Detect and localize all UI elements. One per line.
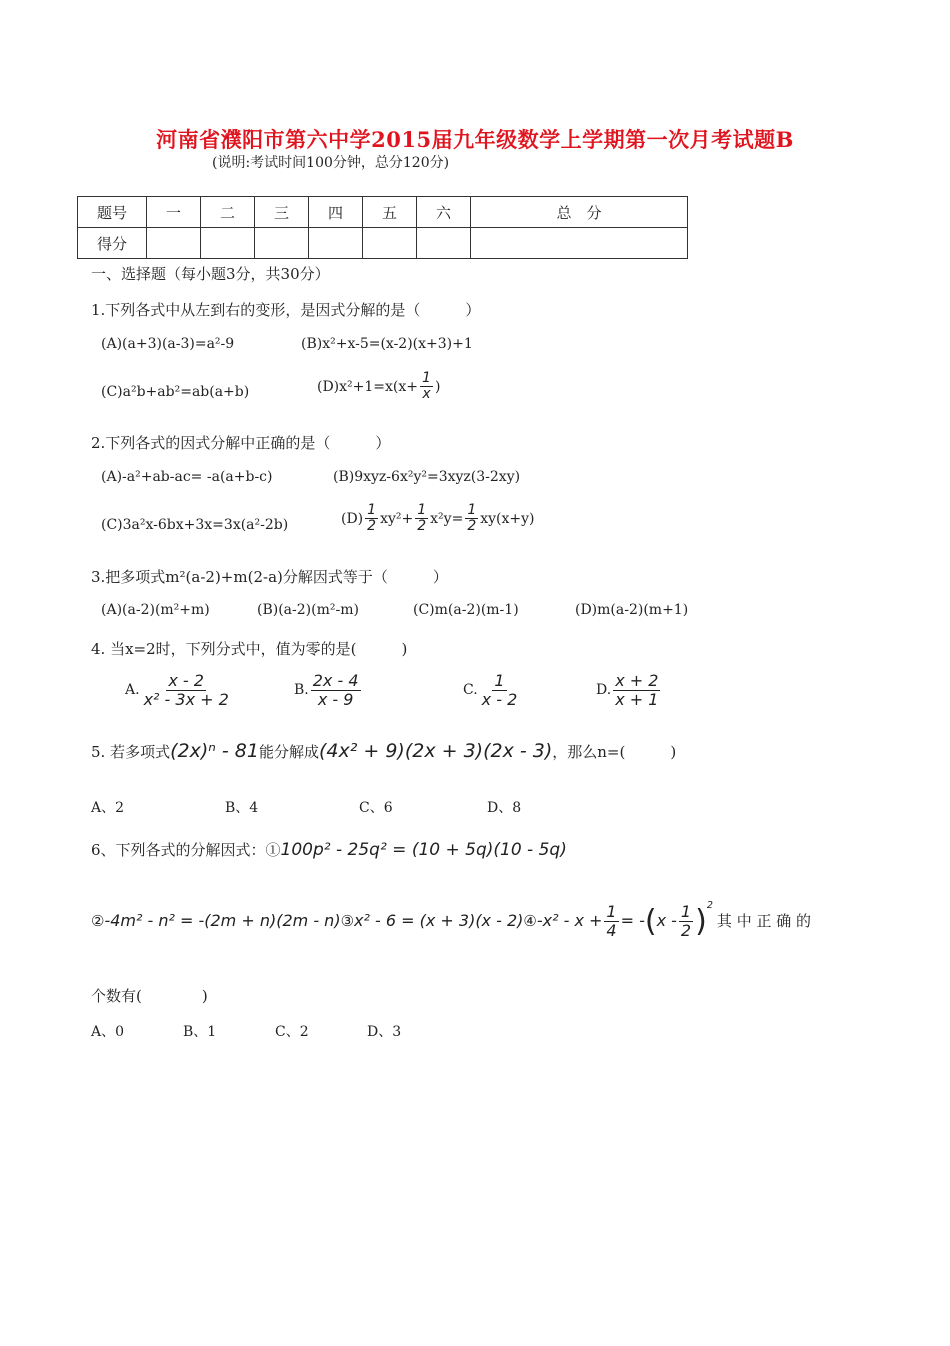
- option-label: C.: [463, 682, 478, 699]
- q6-e4-fraction: [604, 903, 618, 939]
- q6-option-d[interactable]: D、3: [367, 1024, 402, 1040]
- header-cell: 题号: [78, 197, 147, 228]
- q6-marker-3: ③: [340, 912, 355, 930]
- header-cell: 三: [255, 197, 309, 228]
- q2-d-term-1: xy²+: [380, 510, 414, 527]
- q6-marker-2: ②: [91, 912, 105, 930]
- fraction-numerator: 1: [367, 502, 377, 518]
- q1-option-d[interactable]: [317, 371, 440, 403]
- header-cell: 六: [417, 197, 471, 228]
- q2-option-a[interactable]: (A)-a²+ab-ac= -a(a+b-c): [101, 469, 273, 485]
- q3-option-c[interactable]: (C)m(a-2)(m-1): [413, 602, 519, 618]
- q5-option-d[interactable]: D、8: [487, 800, 522, 816]
- question-6-stem: [91, 839, 567, 860]
- q6-expression-1: 100p² - 25q² = (10 + 5q)(10 - 5q): [280, 840, 567, 860]
- fraction-denominator: x - 9: [317, 689, 354, 709]
- q2-d-prefix: (D): [341, 510, 364, 527]
- score-cell[interactable]: [363, 228, 417, 259]
- paren-open: (: [644, 904, 657, 939]
- fraction-numerator: 1: [467, 502, 477, 518]
- exam-instructions: (说明:考试时间100分钟，总分120分): [212, 155, 450, 171]
- q6-option-b[interactable]: B、1: [183, 1024, 217, 1040]
- q4-c-fraction: [480, 672, 520, 708]
- q1-d-suffix: ): [434, 378, 441, 395]
- option-label: D.: [596, 682, 612, 699]
- q4-option-d[interactable]: [596, 672, 662, 708]
- q6-stem-line-2: 个数有( ): [91, 987, 208, 1005]
- q6-expression-3: x² - 6 = (x + 3)(x - 2): [354, 911, 524, 930]
- score-table-score-row: [78, 228, 688, 259]
- fraction-denominator: 2: [367, 518, 377, 535]
- q2-d-fraction-3: [465, 503, 478, 535]
- q5-text-post: ，那么n=( ): [552, 743, 677, 761]
- question-4-stem: 4. 当x=2时，下列分式中，值为零的是( ): [91, 640, 408, 658]
- exponent: 2: [706, 900, 713, 911]
- q3-option-a[interactable]: (A)(a-2)(m²+m): [101, 602, 210, 618]
- section-heading: 一、选择题（每小题3分，共30分）: [91, 265, 330, 283]
- q6-expressions-row: [91, 900, 811, 940]
- q6-text: 6、下列各式的分解因式：①: [91, 841, 281, 859]
- expr-part: -x² - x +: [536, 911, 603, 930]
- q3-option-d[interactable]: (D)m(a-2)(m+1): [575, 602, 689, 618]
- score-cell[interactable]: [201, 228, 255, 259]
- header-cell: 五: [363, 197, 417, 228]
- q2-option-d[interactable]: [341, 503, 535, 535]
- q1-option-a[interactable]: (A)(a+3)(a-3)=a²-9: [101, 336, 235, 352]
- fraction-denominator: 4: [606, 921, 617, 940]
- header-cell: 四: [309, 197, 363, 228]
- fraction-numerator: 1: [494, 671, 505, 690]
- q4-d-fraction: [613, 672, 660, 708]
- q5-text-pre: 5. 若多项式: [91, 743, 171, 761]
- q4-option-c[interactable]: [463, 672, 521, 708]
- q6-option-a[interactable]: A、0: [91, 1024, 125, 1040]
- fraction-numerator: x + 2: [615, 671, 659, 690]
- score-cell[interactable]: [417, 228, 471, 259]
- fraction-numerator: x - 2: [168, 671, 204, 690]
- q1-d-prefix: (D)x²+1=x(x+: [317, 378, 419, 395]
- score-table-header-row: [78, 197, 688, 228]
- fraction-denominator: 2: [417, 518, 427, 535]
- score-cell-total[interactable]: [471, 228, 688, 259]
- q6-expression-4: [536, 900, 713, 940]
- header-cell: 二: [201, 197, 255, 228]
- q5-option-a[interactable]: A、2: [91, 800, 125, 816]
- header-cell: 一: [147, 197, 201, 228]
- q4-option-a[interactable]: [125, 672, 233, 708]
- fraction-denominator: 2: [680, 921, 692, 940]
- q2-d-fraction-2: [415, 503, 428, 535]
- q6-text-tail: 其 中 正 确 的: [716, 912, 811, 930]
- question-5-stem: [91, 740, 676, 762]
- q1-option-b[interactable]: (B)x²+x-5=(x-2)(x+3)+1: [301, 336, 473, 352]
- q6-e4-inner-fraction: [679, 903, 693, 939]
- q4-b-fraction: [311, 672, 361, 708]
- fraction-denominator: x + 1: [615, 689, 659, 709]
- q6-expression-2: -4m² - n² = -(2m + n)(2m - n): [104, 911, 341, 930]
- q6-option-c[interactable]: C、2: [275, 1024, 309, 1040]
- expr-part: = -: [620, 911, 645, 930]
- q2-d-term-3: xy(x+y): [480, 510, 535, 527]
- expr-part: x -: [656, 911, 677, 930]
- fraction-numerator: 1: [680, 902, 692, 922]
- q2-d-fraction-1: [365, 503, 378, 535]
- score-cell[interactable]: [309, 228, 363, 259]
- q1-d-fraction: [420, 371, 433, 403]
- q5-expression-2: (4x² + 9)(2x + 3)(2x - 3): [318, 740, 553, 762]
- question-3-stem: 3.把多项式m²(a-2)+m(2-a)分解因式等于（ ）: [91, 568, 448, 586]
- q5-expression-1: (2x)ⁿ - 81: [170, 740, 259, 762]
- score-cell[interactable]: [255, 228, 309, 259]
- question-2-stem: 2.下列各式的因式分解中正确的是（ ）: [91, 434, 391, 452]
- score-cell[interactable]: [147, 228, 201, 259]
- score-label-cell: 得分: [78, 228, 147, 259]
- fraction-numerator: 1: [606, 902, 617, 922]
- fraction-denominator: x: [422, 386, 431, 403]
- exam-title: 河南省濮阳市第六中学2015届九年级数学上学期第一次月考试题B: [156, 127, 794, 152]
- q3-option-b[interactable]: (B)(a-2)(m²-m): [257, 602, 359, 618]
- question-1-stem: 1.下列各式中从左到右的变形，是因式分解的是（ ）: [91, 301, 481, 319]
- score-table: [77, 196, 688, 259]
- q1-option-c[interactable]: (C)a²b+ab²=ab(a+b): [101, 384, 250, 400]
- fraction-numerator: 2x - 4: [312, 671, 359, 690]
- header-cell-total: 总 分: [471, 197, 688, 228]
- fraction-denominator: 2: [467, 518, 477, 535]
- q5-option-b[interactable]: B、4: [225, 800, 259, 816]
- q5-option-c[interactable]: C、6: [359, 800, 393, 816]
- q2-option-c[interactable]: (C)3a²x-6bx+3x=3x(a²-2b): [101, 517, 289, 533]
- fraction-denominator: x² - 3x + 2: [143, 689, 229, 709]
- q2-d-term-2: x²y=: [430, 510, 464, 527]
- fraction-numerator: 1: [417, 502, 427, 518]
- option-label: A.: [125, 682, 140, 699]
- q4-a-fraction: [142, 672, 231, 708]
- fraction-numerator: 1: [422, 370, 431, 386]
- q4-option-b[interactable]: [294, 672, 363, 708]
- q5-text-mid: 能分解成: [258, 743, 319, 761]
- option-label: B.: [294, 682, 309, 699]
- q6-marker-4: ④: [523, 912, 537, 930]
- fraction-denominator: x - 2: [481, 689, 518, 709]
- q2-option-b[interactable]: (B)9xyz-6x²y²=3xyz(3-2xy): [333, 469, 521, 485]
- paren-close: ): [695, 904, 707, 939]
